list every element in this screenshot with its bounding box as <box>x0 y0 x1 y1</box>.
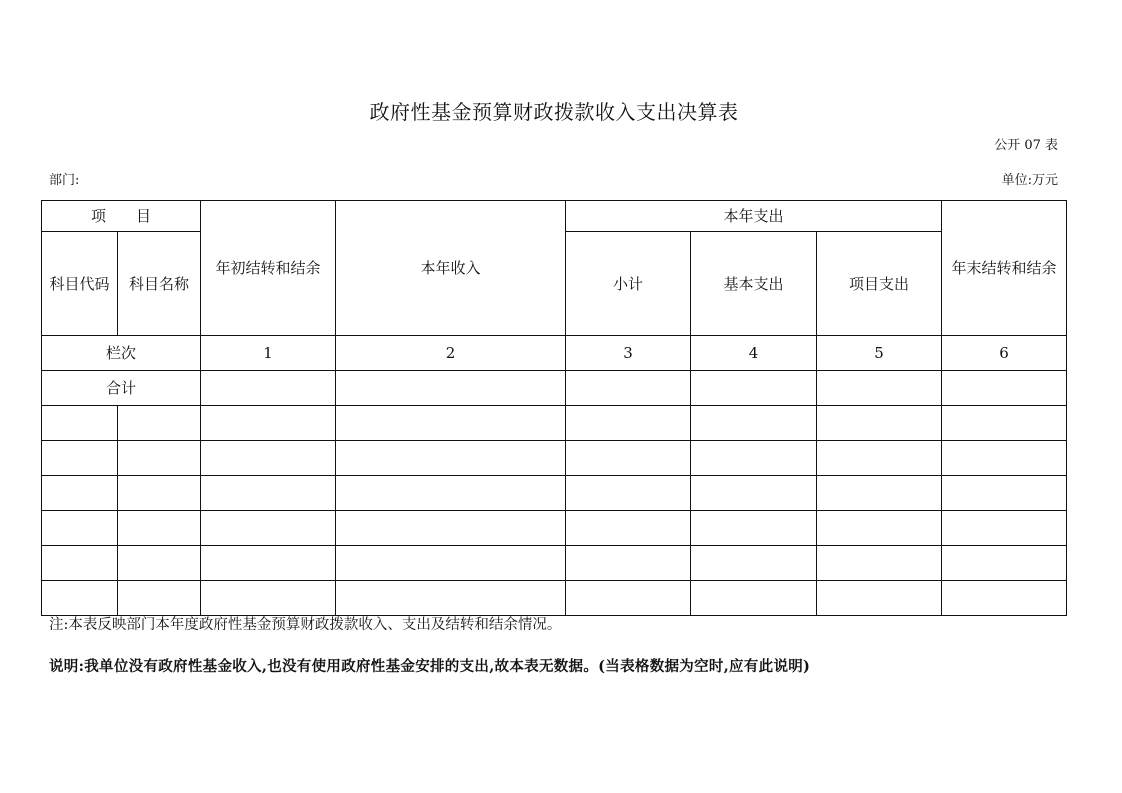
department-label: 部门: <box>49 173 80 188</box>
table-cell <box>566 581 691 616</box>
table-cell <box>817 581 942 616</box>
table-cell <box>817 511 942 546</box>
table-cell <box>201 371 336 406</box>
table-cell <box>817 546 942 581</box>
column-number: 3 <box>566 336 691 371</box>
table-cell <box>42 406 118 441</box>
column-number: 5 <box>817 336 942 371</box>
table-cell <box>336 441 566 476</box>
table-explanation: 说明:我单位没有政府性基金收入,也没有使用政府性基金安排的支出,故本表无数据。(当表格数据为空时,应有此说明) <box>49 658 811 675</box>
table-cell <box>691 441 817 476</box>
table-cell <box>691 546 817 581</box>
table-row <box>42 406 1067 441</box>
page-title: 政府性基金预算财政拨款收入支出决算表 <box>369 100 739 124</box>
table-cell <box>942 581 1067 616</box>
header-begin-balance: 年初结转和结余 <box>201 201 336 336</box>
table-cell <box>942 476 1067 511</box>
total-label: 合计 <box>42 371 201 406</box>
header-subject-name: 科目名称 <box>118 232 201 336</box>
table-cell <box>817 406 942 441</box>
table-cell <box>691 406 817 441</box>
table-cell <box>201 546 336 581</box>
table-cell <box>336 581 566 616</box>
table-row <box>42 441 1067 476</box>
table-note: 注:本表反映部门本年度政府性基金预算财政拨款收入、支出及结转和结余情况。 <box>49 617 562 633</box>
table-cell <box>336 511 566 546</box>
table-cell <box>118 476 201 511</box>
column-number: 6 <box>942 336 1067 371</box>
total-row <box>42 371 1067 406</box>
table-cell <box>336 476 566 511</box>
table-cell <box>42 476 118 511</box>
table-cell <box>566 371 691 406</box>
column-number-row <box>42 336 1067 371</box>
table-cell <box>566 441 691 476</box>
header-basic-expense: 基本支出 <box>691 232 817 336</box>
table-header <box>42 201 1067 336</box>
table-cell <box>118 581 201 616</box>
table-cell <box>691 511 817 546</box>
table-cell <box>201 476 336 511</box>
table-cell <box>566 546 691 581</box>
column-number: 4 <box>691 336 817 371</box>
header-project-expense: 项目支出 <box>817 232 942 336</box>
table-cell <box>942 441 1067 476</box>
table-cell <box>336 371 566 406</box>
table-row <box>42 511 1067 546</box>
table-cell <box>118 511 201 546</box>
table-number: 公开 07 表 <box>994 138 1058 153</box>
table-row <box>42 581 1067 616</box>
table-cell <box>942 371 1067 406</box>
column-number-label: 栏次 <box>42 336 201 371</box>
table-cell <box>566 511 691 546</box>
table-cell <box>42 546 118 581</box>
header-subject-code: 科目代码 <box>42 232 118 336</box>
header-current-income: 本年收入 <box>336 201 566 336</box>
table-cell <box>201 581 336 616</box>
header-end-balance: 年末结转和结余 <box>942 201 1067 336</box>
header-item: 项 目 <box>42 201 201 232</box>
table-cell <box>201 406 336 441</box>
column-number: 1 <box>201 336 336 371</box>
header-subtotal: 小计 <box>566 232 691 336</box>
unit-label: 单位:万元 <box>1001 173 1058 188</box>
table-cell <box>201 441 336 476</box>
table-cell <box>817 476 942 511</box>
header-current-expense: 本年支出 <box>566 201 942 232</box>
table-cell <box>942 406 1067 441</box>
table-cell <box>691 476 817 511</box>
table-cell <box>942 546 1067 581</box>
table-cell <box>118 406 201 441</box>
table-cell <box>201 511 336 546</box>
table-cell <box>118 441 201 476</box>
table-cell <box>691 371 817 406</box>
table-row <box>42 546 1067 581</box>
table-cell <box>566 476 691 511</box>
table-cell <box>42 581 118 616</box>
table-cell <box>566 406 691 441</box>
table-cell <box>42 441 118 476</box>
table-cell <box>817 441 942 476</box>
table-cell <box>336 546 566 581</box>
column-number: 2 <box>336 336 566 371</box>
table-body <box>42 336 1067 616</box>
table-cell <box>817 371 942 406</box>
table-cell <box>336 406 566 441</box>
table-cell <box>42 511 118 546</box>
budget-table <box>41 200 1067 616</box>
table-cell <box>118 546 201 581</box>
table-row <box>42 476 1067 511</box>
table-cell <box>942 511 1067 546</box>
table-cell <box>691 581 817 616</box>
